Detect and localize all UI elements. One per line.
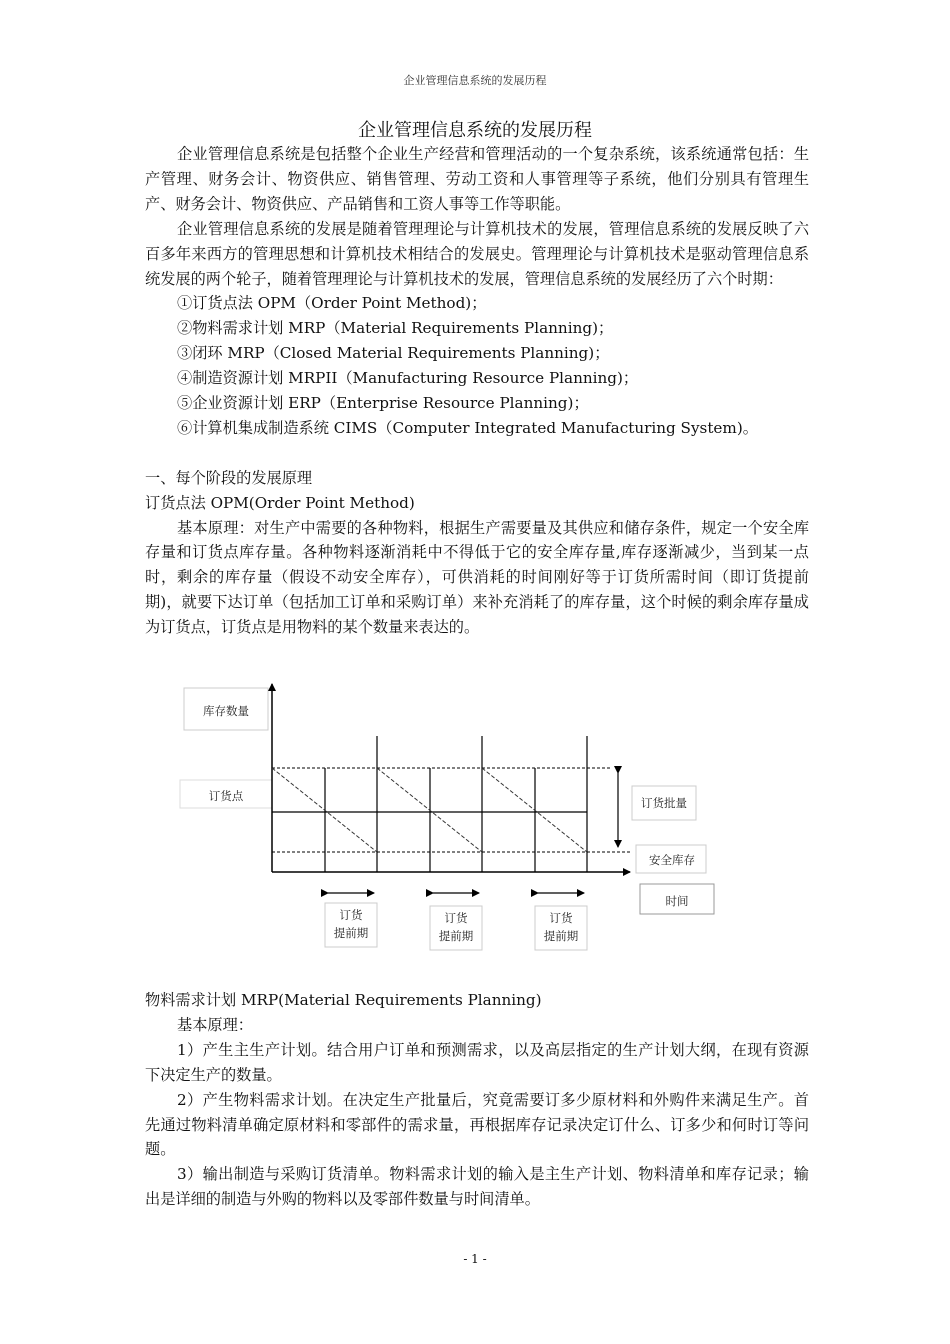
safety-label: 安全库存	[649, 853, 695, 867]
order-point-diagram	[0, 670, 950, 970]
lead-time-label-3b: 提前期	[543, 929, 579, 943]
lead-time-label-1b: 提前期	[333, 926, 369, 940]
spacer	[145, 441, 809, 466]
period-item-1: ①订货点法 OPM（Order Point Method)；	[177, 294, 487, 313]
period-item-6: ⑥计算机集成制造系统 CIMS（Computer Integrated Manufacturing System)。	[177, 418, 758, 437]
opm-paragraph: 基本原理：对生产中需要的各种物料，根据生产需要量及其供应和储存条件，规定一个安全库存量和订货点库存量。各种物料逐渐消耗中不得低于它的安全库存量,库存逐渐减少，当到某一点时，剩余的库存量（假设不动安全库存），可供消耗的时间刚好等于订货所需时间（即订货提前期)，就要下达订单（包括加工订单和采购订单）来补充消耗了的库存量，这个时候的剩余库存量成为订货点，订货点是用物料的某个数量来表达的。	[145, 518, 809, 637]
mrp-section	[145, 988, 809, 1212]
document-title: 企业管理信息系统的发展历程	[358, 120, 592, 141]
intro-paragraph-1: 企业管理信息系统是包括整个企业生产经营和管理活动的一个复杂系统，该系统通常包括：生产管理、财务会计、物资供应、销售管理、劳动工资和人事管理等子系统，他们分别具有管理生产、财务会计、物资供应、产品销售和工资人事等工作等职能。	[145, 145, 809, 213]
mrp-item-2: 2）产生物料需求计划。在决定生产批量后，究竟需要订多少原材料和外购件来满足生产。首先通过物料清单确定原材料和零部件的需求量，再根据库存记录决定订什么、订多少和何时订等问题。	[145, 1090, 809, 1159]
stock-label: 库存数量	[203, 704, 249, 718]
document-body	[145, 142, 809, 640]
intro-paragraph-2: 企业管理信息系统的发展是随着管理理论与计算机技术的发展，管理信息系统的发展反映了六百多年来西方的管理思想和计算机技术相结合的发展史。管理理论与计算机技术是驱动管理信息系统发展的两个轮子，随着管理理论与计算机技术的发展，管理信息系统的发展经历了六个时期：	[145, 219, 809, 288]
section-heading: 一、每个阶段的发展原理	[145, 468, 313, 487]
running-header: 企业管理信息系统的发展历程	[403, 74, 547, 87]
mrp-item-3: 3）输出制造与采购订货清单。物料需求计划的输入是主生产计划、物料清单和库存记录；输出是详细的制造与外购的物料以及零部件数量与时间清单。	[145, 1165, 809, 1209]
lead-time-label-1a: 订货	[339, 908, 363, 922]
period-item-4: ④制造资源计划 MRPII（Manufacturing Resource Planning)；	[177, 369, 639, 388]
lead-time-label-2a: 订货	[444, 911, 468, 925]
mrp-intro: 基本原理：	[177, 1015, 253, 1034]
batch-label: 订货批量	[641, 796, 687, 810]
time-label: 时间	[665, 894, 689, 908]
period-item-5: ⑤企业资源计划 ERP（Enterprise Resource Planning)；	[177, 394, 589, 413]
mrp-item-1: 1）产生主生产计划。结合用户订单和预测需求，以及高层指定的生产计划大纲，在现有资源下决定生产的数量。	[145, 1040, 809, 1084]
period-item-3: ③闭环 MRP（Closed Material Requirements Planning)；	[177, 344, 610, 363]
lead-time-label-3a: 订货	[549, 911, 573, 925]
opm-heading: 订货点法 OPM(Order Point Method)	[145, 493, 415, 512]
period-item-2: ②物料需求计划 MRP（Material Requirements Planning)；	[177, 319, 614, 338]
mrp-heading: 物料需求计划 MRP(Material Requirements Planning)	[145, 991, 542, 1009]
page-number: - 1 -	[463, 1252, 487, 1266]
lead-time-label-2b: 提前期	[438, 929, 474, 943]
reorder-label: 订货点	[208, 789, 244, 803]
